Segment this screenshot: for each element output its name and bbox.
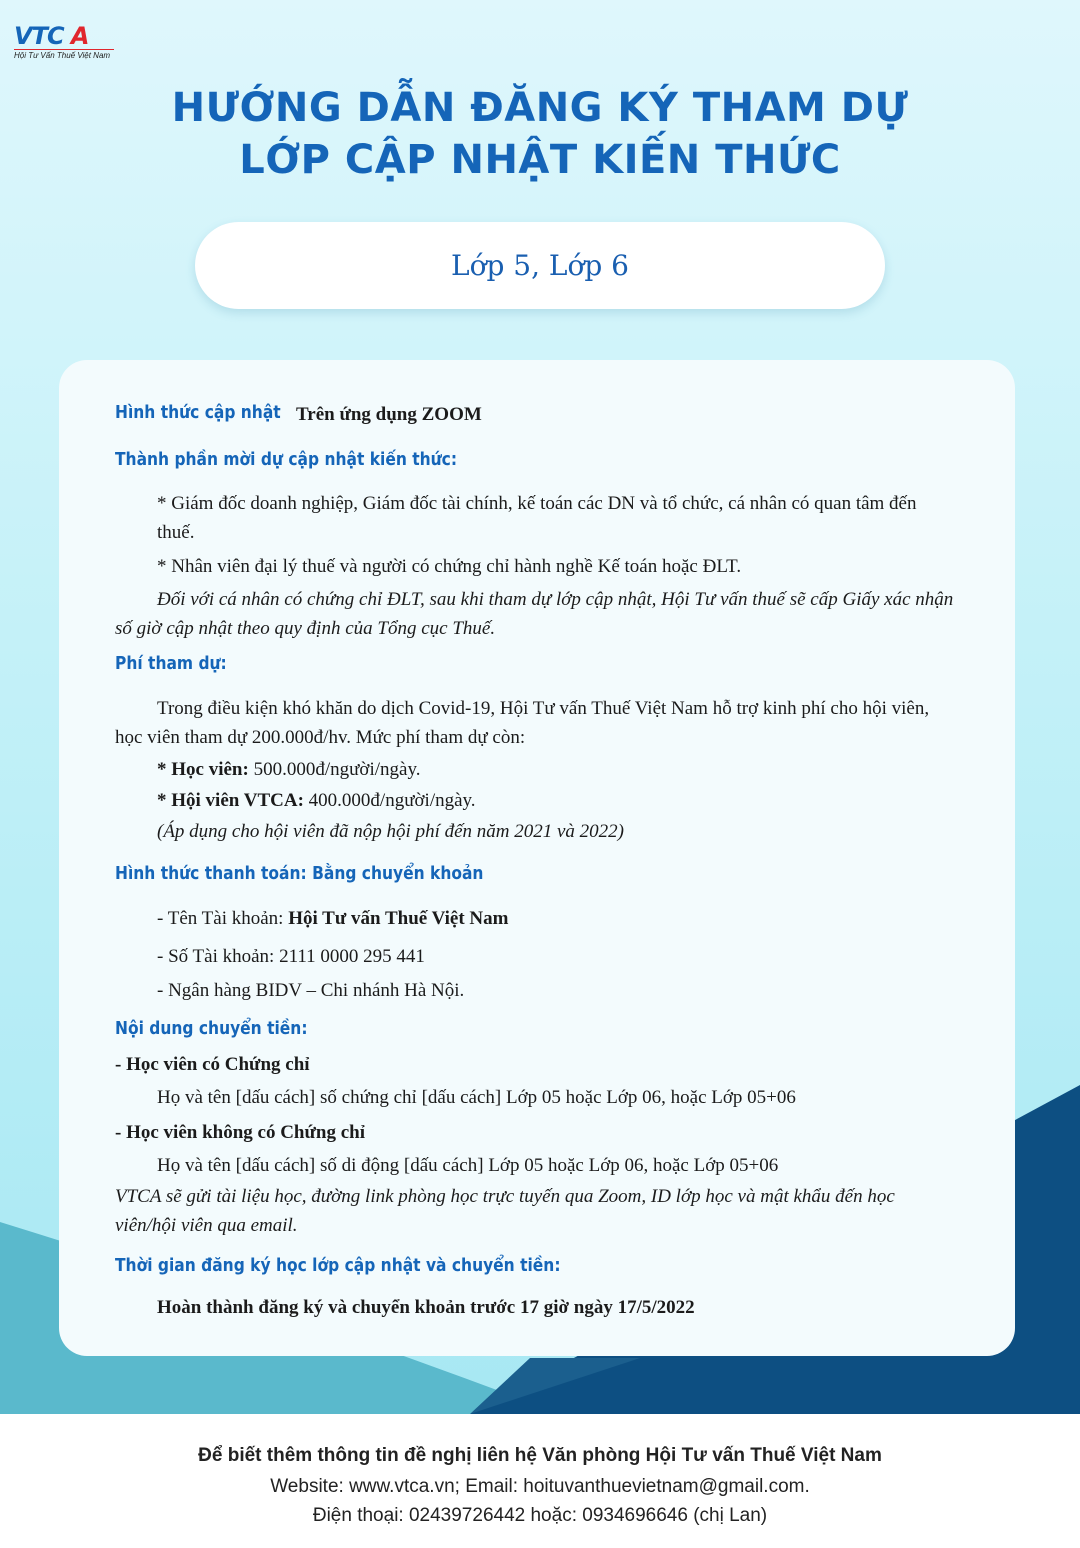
transfer-heading: Nội dung chuyển tiền: xyxy=(115,1018,308,1039)
footer-phone: Điện thoại: 02439726442 hoặc: 0934696646 (chị Lan) xyxy=(312,1505,768,1526)
footer xyxy=(0,1414,1080,1548)
fee-member-label: * Hội viên VTCA: xyxy=(157,790,304,811)
account-name-value: Hội Tư vấn Thuế Việt Nam xyxy=(288,908,509,929)
title-line-1: HƯỚNG DẪN ĐĂNG KÝ THAM DỰ xyxy=(171,85,909,131)
fee-note: (Áp dụng cho hội viên đã nộp hội phí đến năm 2021 và 2022) xyxy=(157,821,625,842)
vtca-logo xyxy=(14,24,114,60)
payment-heading: Hình thức thanh toán: Bằng chuyển khoản xyxy=(115,863,484,884)
logo-mark: VTC A xyxy=(14,22,89,50)
deadline-heading: Thời gian đăng ký học lớp cập nhật và chuyển tiền: xyxy=(115,1255,561,1276)
title-line-2: LỚP CẬP NHẬT KIẾN THỨC xyxy=(239,137,841,183)
bank-name: - Ngân hàng BIDV – Chi nhánh Hà Nội. xyxy=(157,980,465,1001)
fee-student xyxy=(157,755,997,784)
invitee-item-2: * Nhân viên đại lý thuế và người có chứng chỉ hành nghề Kế toán hoặc ĐLT. xyxy=(157,556,742,577)
class-pill: Lớp 5, Lớp 6 xyxy=(195,222,885,309)
deadline-heading-row xyxy=(115,1255,633,1277)
format-heading: Hình thức cập nhật xyxy=(115,402,281,423)
case-uncertified-label: - Học viên không có Chứng chỉ xyxy=(115,1122,365,1143)
case-certified-text: Họ và tên [dấu cách] số chứng chỉ [dấu cách] Lớp 05 hoặc Lớp 06, hoặc Lớp 05+06 xyxy=(157,1087,796,1108)
fee-heading-row xyxy=(115,653,245,675)
logo-mark-accent: A xyxy=(70,22,89,50)
transfer-note: VTCA sẽ gửi tài liệu học, đường link phòng học trực tuyến qua Zoom, ID lớp học và mật khẩu đến học viên/hội viên qua email. xyxy=(115,1186,895,1236)
deadline-text: Hoàn thành đăng ký và chuyển khoản trước 17 giờ ngày 17/5/2022 xyxy=(157,1297,695,1318)
format-row xyxy=(115,402,482,425)
case-uncertified-text: Họ và tên [dấu cách] số di động [dấu cách] Lớp 05 hoặc Lớp 06, hoặc Lớp 05+06 xyxy=(157,1155,779,1176)
case-certified-label: - Học viên có Chứng chỉ xyxy=(115,1054,310,1075)
transfer-heading-row xyxy=(115,1018,339,1040)
fee-student-value: 500.000đ/người/ngày. xyxy=(248,759,421,780)
logo-subtitle: Hội Tư Vấn Thuế Việt Nam xyxy=(14,49,114,60)
format-value: Trên ứng dụng ZOOM xyxy=(296,404,482,425)
invitees-heading-row xyxy=(115,449,513,471)
footer-website-email: Website: www.vtca.vn; Email: hoituvanthuevietnam@gmail.com. xyxy=(270,1476,810,1497)
invitee-note: Đối với cá nhân có chứng chỉ ĐLT, sau khi tham dự lớp cập nhật, Hội Tư vấn thuế sẽ cấp Giấy xác nhận số giờ cập nhật theo quy định của Tổng cục Thuế. xyxy=(115,589,954,639)
fee-intro: Trong điều kiện khó khăn do dịch Covid-19, Hội Tư vấn Thuế Việt Nam hỗ trợ kinh phí cho hội viên, học viên tham dự 200.000đ/hv. Mức phí tham dự còn: xyxy=(115,698,930,748)
fee-heading: Phí tham dự: xyxy=(115,653,227,674)
fee-member xyxy=(157,786,997,815)
fee-student-label: * Học viên: xyxy=(157,759,249,780)
footer-contact-heading: Để biết thêm thông tin đề nghị liên hệ Văn phòng Hội Tư vấn Thuế Việt Nam xyxy=(198,1445,882,1466)
account-name xyxy=(157,904,997,933)
invitees-heading: Thành phần mời dự cập nhật kiến thức: xyxy=(115,449,458,470)
account-name-label: - Tên Tài khoản: xyxy=(157,908,289,929)
payment-heading-row xyxy=(115,863,543,885)
page-title xyxy=(0,82,1080,186)
fee-member-value: 400.000đ/người/ngày. xyxy=(303,790,476,811)
invitee-item-1: * Giám đốc doanh nghiệp, Giám đốc tài chính, kế toán các DN và tổ chức, cá nhân có quan tâm đến thuế. xyxy=(157,493,917,543)
account-number: - Số Tài khoản: 2111 0000 295 441 xyxy=(157,946,425,967)
